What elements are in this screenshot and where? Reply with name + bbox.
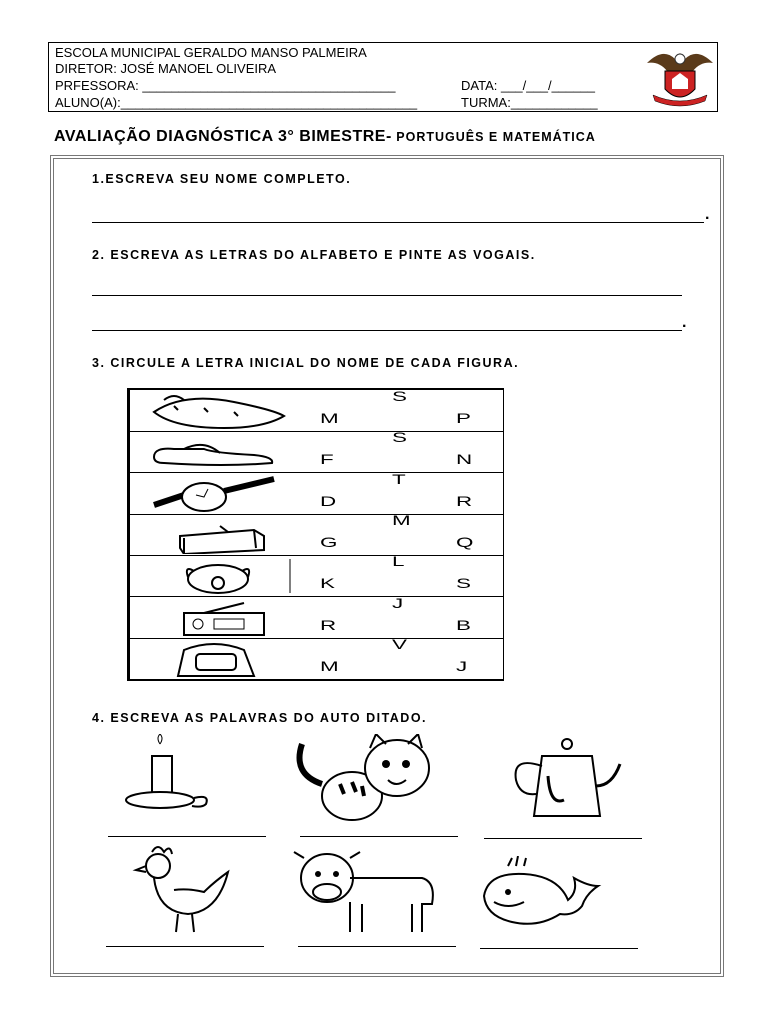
- letter-option-left[interactable]: M: [320, 657, 339, 674]
- letter-option-left[interactable]: R: [320, 616, 337, 633]
- cat-icon: [292, 734, 442, 824]
- teacher-field[interactable]: PRFESSORA: ___________________________________: [55, 78, 396, 93]
- class-field[interactable]: TURMA:____________: [461, 95, 598, 110]
- letter-option-right[interactable]: P: [456, 410, 471, 426]
- letter-option-top[interactable]: J: [392, 594, 404, 611]
- title-main: AVALIAÇÃO DIAGNÓSTICA 3° BIMESTRE-: [54, 128, 392, 145]
- cow-icon: [292, 848, 442, 938]
- period-mark: .: [705, 206, 710, 223]
- student-field[interactable]: ALUNO(A):_________________________________________: [55, 95, 418, 110]
- question-4: 4. ESCREVA AS PALAVRAS DO AUTO DITADO.: [92, 711, 428, 725]
- teapot-icon: [492, 736, 652, 826]
- letter-option-top[interactable]: V: [392, 635, 407, 652]
- strawberry-icon: [144, 392, 294, 430]
- question-1: 1.ESCREVA SEU NOME COMPLETO.: [92, 172, 352, 186]
- letter-option-right[interactable]: Q: [456, 533, 474, 550]
- rooster-icon: [118, 842, 248, 937]
- letter-table-row: [130, 511, 503, 556]
- letter-table-row: [130, 470, 503, 515]
- dictation-answer-line[interactable]: [480, 948, 638, 949]
- letter-table-row: [130, 431, 503, 473]
- letter-option-top[interactable]: S: [392, 429, 407, 446]
- radio-icon: [144, 599, 294, 637]
- letter-option-top[interactable]: L: [392, 553, 405, 570]
- dictation-answer-line[interactable]: [484, 838, 642, 839]
- page-title: [54, 128, 596, 146]
- letter-table: [127, 388, 504, 681]
- letter-option-right[interactable]: J: [456, 657, 468, 674]
- watch-icon: [144, 475, 294, 513]
- letter-option-right[interactable]: S: [456, 575, 471, 592]
- answer-line-2a[interactable]: [92, 295, 682, 296]
- school-name: ESCOLA MUNICIPAL GERALDO MANSO PALMEIRA: [55, 45, 367, 60]
- dictation-answer-line[interactable]: [108, 836, 266, 837]
- answer-line-2b[interactable]: [92, 330, 682, 331]
- letter-option-left[interactable]: K: [320, 575, 335, 592]
- box-icon: [144, 516, 294, 554]
- title-subject: PORTUGUÊS E MATEMÁTICA: [391, 130, 596, 144]
- letter-option-left[interactable]: F: [320, 451, 334, 468]
- dictation-answer-line[interactable]: [300, 836, 458, 837]
- whale-icon: [478, 856, 608, 936]
- director-name: DIRETOR: JOSÉ MANOEL OLIVEIRA: [55, 61, 277, 76]
- dictation-answer-line[interactable]: [298, 946, 456, 947]
- letter-option-left[interactable]: D: [320, 492, 337, 509]
- letter-table-row: [130, 555, 503, 597]
- letter-table-row: [130, 635, 503, 679]
- letter-option-top[interactable]: T: [392, 470, 406, 487]
- letter-option-right[interactable]: B: [456, 616, 471, 633]
- date-field[interactable]: DATA: ___/___/______: [461, 78, 595, 93]
- period-mark: .: [682, 314, 687, 331]
- school-crest-logo: [645, 45, 715, 109]
- backpack-icon: [144, 640, 294, 678]
- dictation-answer-line[interactable]: [106, 946, 264, 947]
- letter-option-left[interactable]: M: [320, 410, 339, 426]
- slipper-icon: [144, 433, 294, 471]
- clown-icon: [144, 557, 294, 595]
- letter-option-top[interactable]: M: [392, 511, 411, 528]
- letter-table-row: [130, 594, 503, 639]
- letter-option-left[interactable]: G: [320, 533, 338, 550]
- header-box: [48, 42, 718, 112]
- letter-option-right[interactable]: N: [456, 451, 473, 468]
- letter-option-top[interactable]: S: [392, 388, 407, 404]
- question-2: 2. ESCREVA AS LETRAS DO ALFABETO E PINTE AS VOGAIS.: [92, 248, 536, 262]
- question-3: 3. CIRCULE A LETRA INICIAL DO NOME DE CADA FIGURA.: [92, 356, 520, 370]
- letter-table-row: [130, 390, 503, 432]
- answer-line-1[interactable]: [92, 222, 704, 223]
- candle-icon: [120, 734, 260, 814]
- letter-option-right[interactable]: R: [456, 492, 473, 509]
